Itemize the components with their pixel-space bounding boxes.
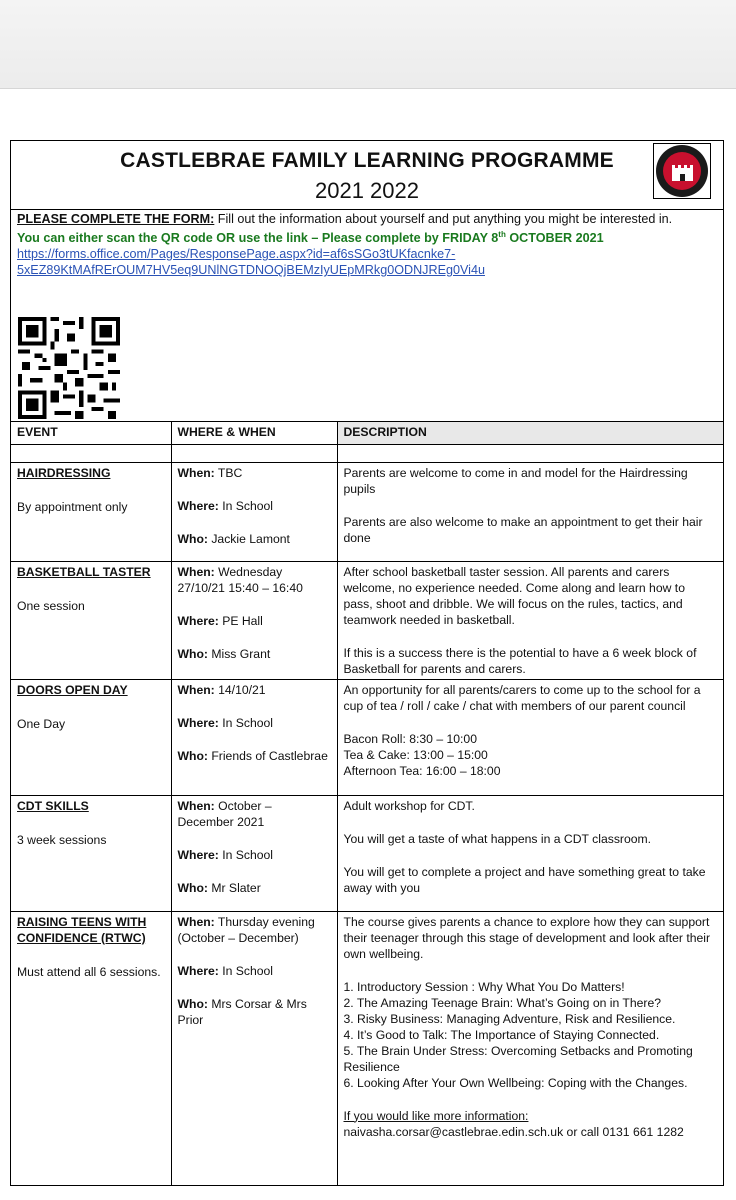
document-title: CASTLEBRAE FAMILY LEARNING PROGRAMME (120, 149, 614, 172)
who-label: Who: (177, 646, 208, 661)
who-label: Who: (177, 748, 208, 763)
where-value: In School (218, 963, 274, 978)
intro-paragraph (17, 210, 717, 227)
document-year: 2021 2022 (315, 178, 419, 203)
intro-text: Fill out the information about yourself and put anything you might be interested in. (214, 212, 673, 226)
description-cell (337, 911, 723, 1185)
event-name: DOORS OPEN DAY (17, 682, 128, 697)
session-list-item: 3. Risky Business: Managing Adventure, Risk and Resilience. (343, 1011, 676, 1026)
table-row (11, 462, 723, 561)
description-cell (337, 462, 723, 561)
description-cell (337, 561, 723, 679)
header-description: DESCRIPTION (337, 422, 723, 444)
header-where-when: WHERE & WHEN (171, 422, 337, 444)
where-when-cell (171, 462, 337, 561)
description-text: If this is a success there is the potential to have a 6 week block of Basketball for parents and carers. (343, 645, 697, 676)
scan-text-b: OCTOBER 2021 (505, 231, 604, 246)
who-label: Who: (177, 531, 208, 546)
description-cell (337, 679, 723, 795)
who-value: Miss Grant (207, 646, 271, 661)
form-link[interactable] (17, 246, 717, 278)
table-row (11, 679, 723, 795)
form-link-line-2[interactable]: 5xEZ89KtMAfRErOUM7HV5eq9UNlNGTDNOQjBEMzIyUEpMRkg0ODNJREg0Vi4u (17, 263, 485, 278)
who-label: Who: (177, 996, 208, 1011)
time-item: Afternoon Tea: 16:00 – 18:00 (343, 763, 501, 778)
event-sub: 3 week sessions (17, 832, 107, 847)
where-label: Where: (177, 963, 219, 978)
where-value: In School (218, 715, 274, 730)
event-name: HAIRDRESSING (17, 465, 111, 480)
when-label: When: (177, 914, 215, 929)
viewer-top-bar (0, 0, 736, 89)
where-label: Where: (177, 613, 219, 628)
event-name: CDT SKILLS (17, 798, 89, 813)
event-sub: By appointment only (17, 499, 128, 514)
where-label: Where: (177, 498, 219, 513)
description-text: Parents are also welcome to make an appointment to get their hair done (343, 514, 703, 545)
scan-sup: th (498, 230, 506, 239)
event-cell (11, 561, 171, 679)
event-cell (11, 462, 171, 561)
description-text: Adult workshop for CDT. (343, 798, 475, 813)
description-text: Parents are welcome to come in and model for the Hairdressing pupils (343, 465, 688, 496)
when-label: When: (177, 465, 215, 480)
document-header (11, 141, 723, 210)
who-label: Who: (177, 880, 208, 895)
more-info-label: If you would like more information: (343, 1108, 529, 1123)
who-value: Friends of Castlebrae (207, 748, 328, 763)
when-value: Wednesday 27/10/21 15:40 – 16:40 (177, 564, 303, 595)
description-cell (337, 795, 723, 911)
event-name: RAISING TEENS WITH CONFIDENCE (RTWC) (17, 914, 147, 945)
where-label: Where: (177, 847, 219, 862)
time-item: Tea & Cake: 13:00 – 15:00 (343, 747, 488, 762)
contact-info[interactable]: naivasha.corsar@castlebrae.edin.sch.uk or call 0131 661 1282 (343, 1124, 684, 1139)
where-value: PE Hall (218, 613, 263, 628)
description-text: The course gives parents a chance to explore how they can support their teenager through this stage of development and look after their own wellbeing. (343, 914, 711, 961)
who-value: Mrs Corsar & Mrs Prior (177, 996, 307, 1027)
event-sub: One session (17, 598, 85, 613)
when-label: When: (177, 798, 215, 813)
where-when-cell (171, 911, 337, 1185)
event-sub: One Day (17, 716, 66, 731)
when-value: October – December 2021 (177, 798, 272, 829)
table-row (11, 911, 723, 1185)
when-value: 14/10/21 (214, 682, 266, 697)
session-list-item: 6. Looking After Your Own Wellbeing: Coping with the Changes. (343, 1075, 688, 1090)
form-instructions (11, 210, 723, 422)
form-link-line-1[interactable]: https://forms.office.com/Pages/ResponsePage.aspx?id=af6sSGo3tUKfacnke7- (17, 247, 456, 262)
scan-instruction (17, 227, 717, 246)
qr-code-icon (16, 317, 122, 419)
session-list-item: 2. The Amazing Teenage Brain: What’s Going on in There? (343, 995, 662, 1010)
event-cell (11, 795, 171, 911)
where-value: In School (218, 498, 274, 513)
intro-label: PLEASE COMPLETE THE FORM: (17, 212, 215, 226)
table-header-row (11, 422, 723, 444)
description-text: You will get a taste of what happens in a CDT classroom. (343, 831, 652, 846)
description-text: An opportunity for all parents/carers to come up to the school for a cup of tea / roll / cake / chat with members of our parent council (343, 682, 701, 713)
session-list-item: 1. Introductory Session : Why What You Do Matters! (343, 979, 625, 994)
description-text: You will get to complete a project and have something great to take away with you (343, 864, 706, 895)
when-label: When: (177, 564, 215, 579)
time-item: Bacon Roll: 8:30 – 10:00 (343, 731, 477, 746)
session-list-item: 4. It’s Good to Talk: The Importance of Staying Connected. (343, 1027, 660, 1042)
table-row (11, 795, 723, 911)
table-row (11, 561, 723, 679)
who-value: Jackie Lamont (207, 531, 290, 546)
where-value: In School (218, 847, 274, 862)
when-value: Thursday evening (October – December) (177, 914, 315, 945)
when-value: TBC (214, 465, 243, 480)
event-name: BASKETBALL TASTER (17, 564, 151, 579)
where-when-cell (171, 561, 337, 679)
where-when-cell (171, 679, 337, 795)
events-table (11, 422, 723, 1186)
table-spacer-row (11, 444, 723, 462)
programme-document (10, 140, 724, 1186)
where-when-cell (171, 795, 337, 911)
when-label: When: (177, 682, 215, 697)
description-text: After school basketball taster session. All parents and carers welcome, no experience needed. Come along and learn how to pass, shoot and dribble. We will focus on the rules, tactics, and teamwork needed in basketball. (343, 564, 685, 627)
event-cell (11, 679, 171, 795)
event-cell (11, 911, 171, 1185)
school-crest-icon (653, 143, 711, 199)
header-event: EVENT (11, 422, 171, 444)
session-list-item: 5. The Brain Under Stress: Overcoming Setbacks and Promoting Resilience (343, 1043, 693, 1074)
who-value: Mr Slater (207, 880, 261, 895)
event-sub: Must attend all 6 sessions. (17, 964, 161, 979)
scan-text-a: You can either scan the QR code OR use the link – Please complete by FRIDAY 8 (17, 231, 499, 246)
where-label: Where: (177, 715, 219, 730)
